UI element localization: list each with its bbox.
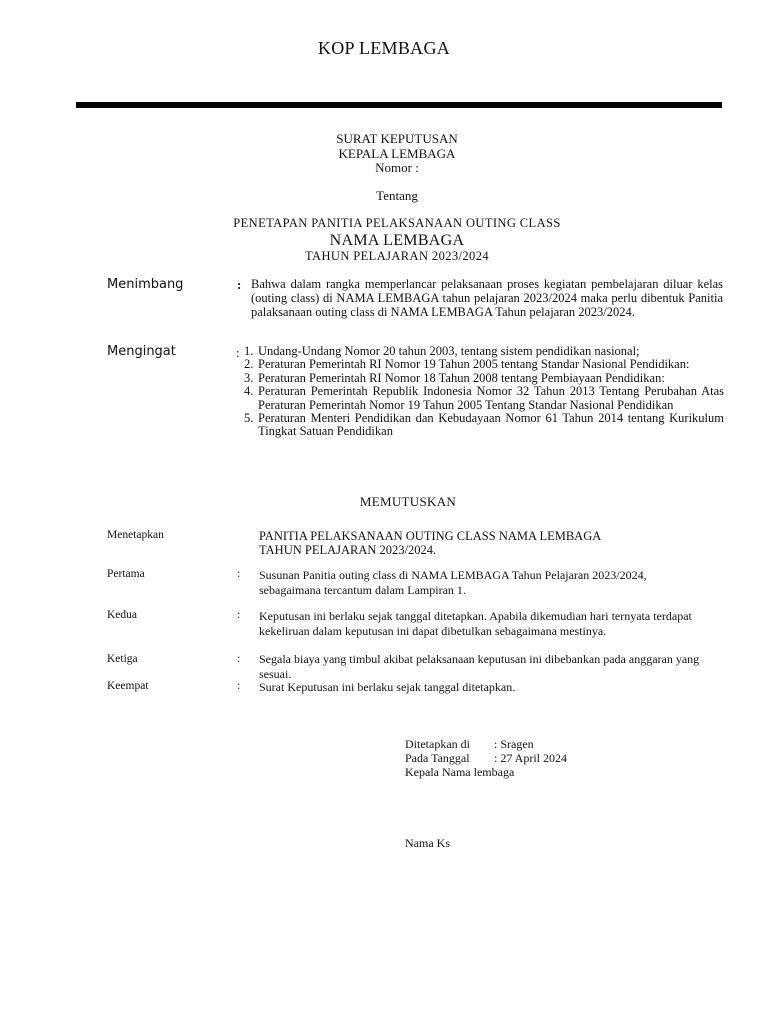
menimbang-label: Menimbang (107, 277, 184, 292)
menimbang-text: Bahwa dalam rangka memperlancar pelaksanaan proses kegiatan pembelajaran diluar kelas (outing class) di NAMA LEMBAGA tahun pelajaran 2023/2024 maka perlu dibentuk Panitia palaksanaan outing class di NAMA LEMBAGA Tahun pelajaran 2023/2024. (251, 277, 723, 319)
ketiga-colon: : (237, 653, 241, 665)
menetapkan-label: Menetapkan (107, 529, 164, 541)
ketiga-label: Ketiga (107, 653, 138, 665)
mengingat-list (244, 345, 724, 439)
mengingat-colon: : (236, 345, 240, 360)
menimbang-colon: : (237, 277, 242, 292)
title-surat-keputusan: SURAT KEPUTUSAN (336, 131, 458, 146)
keempat-text: Surat Keputusan ini berlaku sejak tanggal ditetapkan. (259, 680, 516, 694)
kop-lembaga: KOP LEMBAGA (317, 38, 451, 58)
kedua-label: Kedua (107, 609, 138, 621)
menetapkan-line1: PANITIA PELAKSANAAN OUTING CLASS NAMA LEMBAGA (259, 529, 602, 543)
list-item: 4. Peraturan Pemerintah Republik Indonesia Nomor 32 Tahun 2013 Tentang Perubahan Atas Peraturan Pemerintah Nomor 19 Tahun 2005 Tentang Standar Nasional Pendidikan (244, 384, 724, 412)
title-kepala-lembaga: KEPALA LEMBAGA (338, 146, 456, 161)
tanggal-label: Pada Tanggal (405, 751, 470, 765)
signature-nama: Nama Ks (405, 836, 450, 850)
list-item: 5. Peraturan Menteri Pendidikan dan Kebudayaan Nomor 61 Tahun 2014 tentang Kurikulum Tingkat Satuan Pendidikan (244, 411, 724, 439)
header-rule (76, 102, 722, 108)
ketiga-text: Segala biaya yang timbul akibat pelaksanaan keputusan ini dibebankan pada anggaran yang sesuai. (259, 652, 700, 681)
signature-jabatan: Kepala Nama lembaga (405, 765, 515, 779)
pertama-label: Pertama (107, 568, 145, 580)
list-item: 3. Peraturan Pemerintah RI Nomor 18 Tahun 2008 tentang Pembiayaan Pendidikan: (244, 370, 665, 385)
mengingat-label: Mengingat (107, 344, 176, 359)
title-nama-lembaga: NAMA LEMBAGA (329, 232, 465, 249)
ditetapkan-label: Ditetapkan di (405, 737, 470, 751)
title-tentang: Tentang (376, 188, 418, 203)
menetapkan-line2: TAHUN PELAJARAN 2023/2024. (259, 543, 437, 557)
list-item: 1. Undang-Undang Nomor 20 tahun 2003, tentang sistem pendidikan nasional; (244, 344, 640, 358)
keempat-label: Keempat (107, 680, 149, 692)
memutuskan-heading: MEMUTUSKAN (359, 494, 457, 509)
tanggal-value: : 27 April 2024 (494, 751, 568, 765)
title-nomor: Nomor : (375, 160, 419, 175)
kedua-text: Keputusan ini berlaku sejak tanggal ditetapkan. Apabila dikemudian hari ternyata terdapat kekeliruan dalam keputusan ini dapat dibetulkan sebagaimana mestinya. (259, 609, 692, 638)
title-tahun-pelajaran: TAHUN PELAJARAN 2023/2024 (305, 249, 489, 263)
title-penetapan: PENETAPAN PANITIA PELAKSANAAN OUTING CLASS (233, 216, 561, 230)
ditetapkan-value: : Sragen (494, 737, 534, 751)
kedua-colon: : (237, 609, 241, 621)
pertama-text: Susunan Panitia outing class di NAMA LEMBAGA Tahun Pelajaran 2023/2024, sebagaimana tercantum dalam Lampiran 1. (259, 568, 647, 597)
keempat-colon: : (237, 680, 241, 692)
pertama-colon: : (237, 568, 241, 580)
list-item: 2. Peraturan Pemerintah RI Nomor 19 Tahun 2005 tentang Standar Nasional Pendidikan: (244, 357, 690, 372)
